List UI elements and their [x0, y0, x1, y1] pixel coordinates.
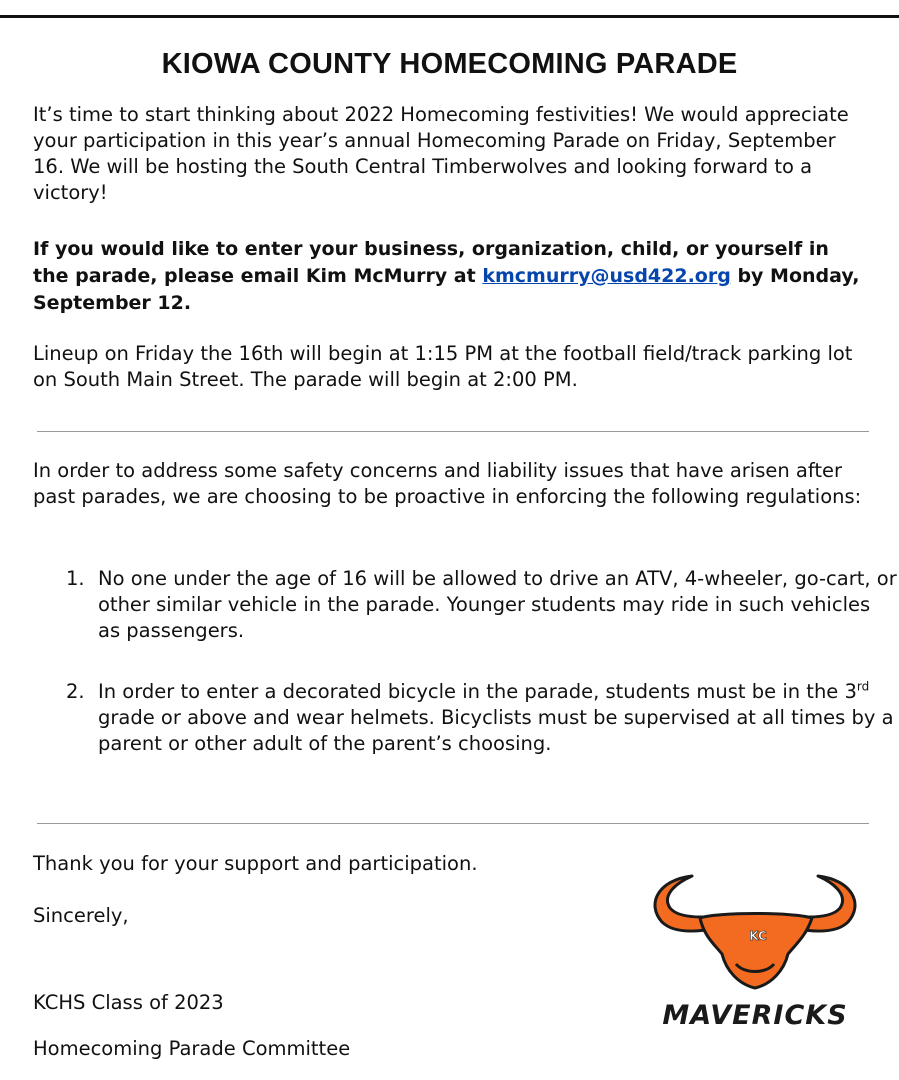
list-text: No one under the age of 16 will be allowed to drive an ATV, 4-wheeler, go-cart, or other similar vehicle in the parade. Younger students may ride in such vehicles as passengers.	[98, 567, 897, 642]
bull-head-icon	[640, 866, 870, 1036]
wordmark-text: MAVERICKS	[662, 1000, 848, 1031]
list-text	[98, 680, 894, 755]
divider	[37, 431, 869, 432]
superscript: rd	[856, 679, 870, 694]
email-link[interactable]: kmcmurry@usd422.org	[482, 265, 731, 287]
entry-text-before: If you would like to enter your business, organization, child, or yourself in the parade, please email Kim McMurry at	[33, 238, 829, 287]
lineup-paragraph: Lineup on Friday the 16th will begin at 1:15 PM at the football field/track parking lot on South Main Street. The parade will begin at 2:00 PM.	[33, 342, 853, 391]
mavericks-logo	[640, 866, 870, 1036]
list-text-part: grade or above and wear helmets. Bicyclists must be supervised at all times by a parent or other adult of the parent’s choosing.	[98, 706, 894, 755]
monogram-text: KC	[749, 929, 767, 943]
list-number: 2.	[66, 680, 85, 703]
regulations-intro: In order to address some safety concerns and liability issues that have arisen after past parades, we are choosing to be proactive in enforcing the following regulations:	[33, 459, 862, 508]
list-number: 1.	[66, 567, 85, 590]
list-text-part: In order to enter a decorated bicycle in the parade, students must be in the 3	[98, 680, 857, 703]
list-item	[62, 679, 898, 757]
sincerely-text: Sincerely,	[33, 904, 129, 927]
signature-line-2: Homecoming Parade Committee	[33, 1037, 351, 1060]
top-rule	[0, 15, 899, 18]
entry-instructions	[33, 236, 868, 317]
thanks-text: Thank you for your support and participation.	[33, 852, 478, 875]
signature-line-1: KCHS Class of 2023	[33, 991, 224, 1014]
page-title: KIOWA COUNTY HOMECOMING PARADE	[161, 48, 738, 80]
entry-text-after: by Monday, September 12.	[33, 265, 860, 314]
intro-paragraph: It’s time to start thinking about 2022 Homecoming festivities! We would appreciate your participation in this year’s annual Homecoming Parade on Friday, September 16. We will be hosting the South Central Timberwolves and looking forward to a victory!	[33, 103, 849, 204]
list-item	[62, 566, 898, 644]
divider	[37, 823, 869, 824]
